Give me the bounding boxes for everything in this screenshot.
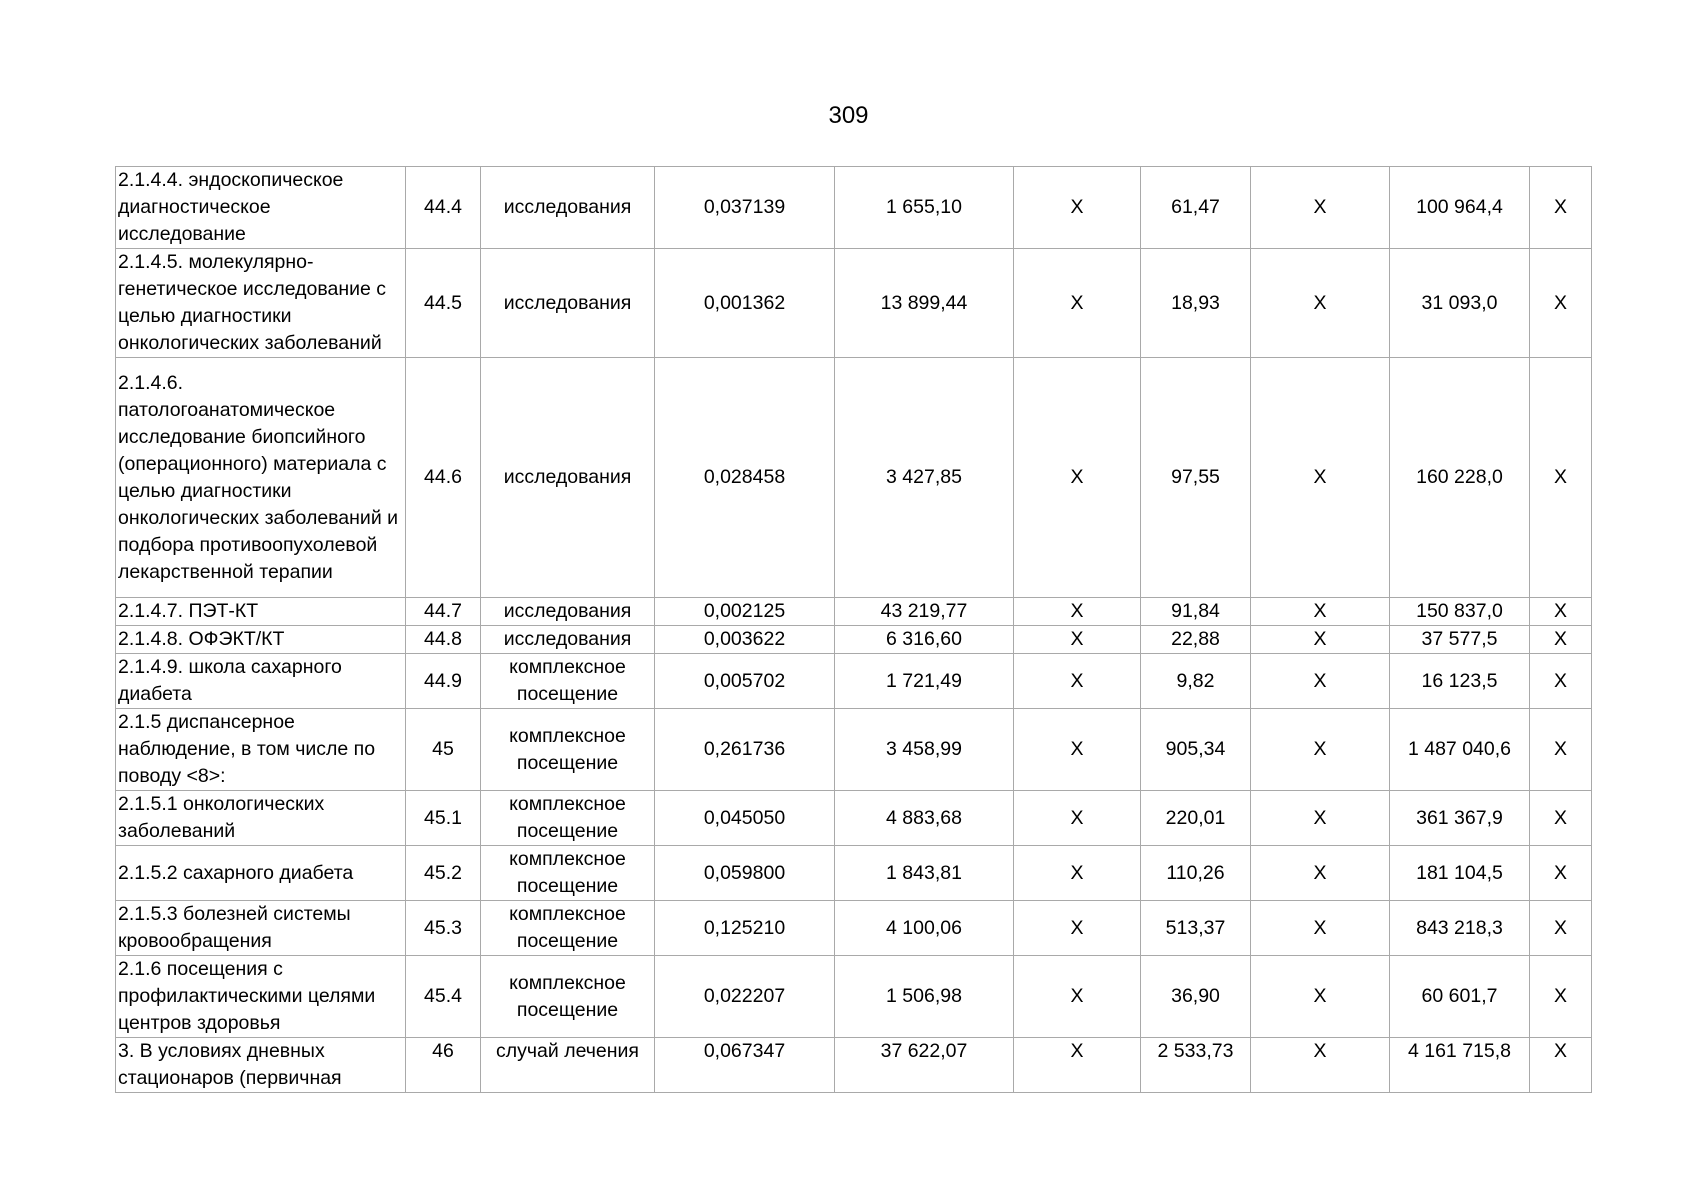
row-name-cell: 2.1.4.8. ОФЭКТ/КТ [116, 626, 406, 654]
row-col10-cell: X [1530, 791, 1592, 846]
row-code-cell: 44.9 [406, 654, 481, 709]
row-cost-cell: 43 219,77 [835, 598, 1014, 626]
row-unit-cell: комплексное посещение [481, 791, 655, 846]
table-row [116, 709, 1592, 791]
row-unit-cell: комплексное посещение [481, 901, 655, 956]
row-col6-cell: X [1014, 358, 1141, 598]
row-col10-cell: X [1530, 1038, 1592, 1093]
row-unit-cell: исследования [481, 249, 655, 358]
row-cost-cell: 1 506,98 [835, 956, 1014, 1038]
row-code-cell: 45.4 [406, 956, 481, 1038]
row-col7-cell: 97,55 [1141, 358, 1251, 598]
row-col10-cell: X [1530, 901, 1592, 956]
row-cost-cell: 3 458,99 [835, 709, 1014, 791]
row-unit-cell: комплексное посещение [481, 846, 655, 901]
table-row [116, 956, 1592, 1038]
row-col10-cell: X [1530, 846, 1592, 901]
row-name-cell: 3. В условиях дневных стационаров (первичная [116, 1038, 406, 1093]
row-name-cell: 2.1.6 посещения с профилактическими целями центров здоровья [116, 956, 406, 1038]
row-col9-cell: 16 123,5 [1390, 654, 1530, 709]
row-norm-cell: 0,067347 [655, 1038, 835, 1093]
row-unit-cell: исследования [481, 167, 655, 249]
row-norm-cell: 0,261736 [655, 709, 835, 791]
row-col7-cell: 110,26 [1141, 846, 1251, 901]
row-col8-cell: X [1251, 901, 1390, 956]
table-row [116, 901, 1592, 956]
row-col6-cell: X [1014, 846, 1141, 901]
row-cost-cell: 4 100,06 [835, 901, 1014, 956]
row-name-cell: 2.1.5.3 болезней системы кровообращения [116, 901, 406, 956]
row-name-cell: 2.1.5.2 сахарного диабета [116, 846, 406, 901]
row-norm-cell: 0,001362 [655, 249, 835, 358]
row-cost-cell: 1 843,81 [835, 846, 1014, 901]
row-cost-cell: 1 721,49 [835, 654, 1014, 709]
row-col6-cell: X [1014, 654, 1141, 709]
row-col9-cell: 31 093,0 [1390, 249, 1530, 358]
row-norm-cell: 0,059800 [655, 846, 835, 901]
row-cost-cell: 1 655,10 [835, 167, 1014, 249]
row-col7-cell: 2 533,73 [1141, 1038, 1251, 1093]
row-norm-cell: 0,037139 [655, 167, 835, 249]
row-col10-cell: X [1530, 709, 1592, 791]
row-col7-cell: 9,82 [1141, 654, 1251, 709]
data-table [115, 166, 1592, 1093]
row-code-cell: 45.1 [406, 791, 481, 846]
table-row [116, 654, 1592, 709]
row-norm-cell: 0,005702 [655, 654, 835, 709]
row-col7-cell: 905,34 [1141, 709, 1251, 791]
row-code-cell: 44.4 [406, 167, 481, 249]
row-unit-cell: комплексное посещение [481, 709, 655, 791]
row-col6-cell: X [1014, 249, 1141, 358]
row-col10-cell: X [1530, 598, 1592, 626]
row-col6-cell: X [1014, 167, 1141, 249]
row-name-cell: 2.1.4.7. ПЭТ-КТ [116, 598, 406, 626]
row-cost-cell: 4 883,68 [835, 791, 1014, 846]
row-col9-cell: 160 228,0 [1390, 358, 1530, 598]
row-norm-cell: 0,028458 [655, 358, 835, 598]
page-number: 309 [828, 102, 869, 129]
row-code-cell: 44.5 [406, 249, 481, 358]
row-col10-cell: X [1530, 358, 1592, 598]
row-norm-cell: 0,003622 [655, 626, 835, 654]
row-col7-cell: 513,37 [1141, 901, 1251, 956]
row-col6-cell: X [1014, 709, 1141, 791]
row-code-cell: 45 [406, 709, 481, 791]
row-norm-cell: 0,022207 [655, 956, 835, 1038]
row-col8-cell: X [1251, 956, 1390, 1038]
row-col9-cell: 37 577,5 [1390, 626, 1530, 654]
row-col8-cell: X [1251, 249, 1390, 358]
row-col10-cell: X [1530, 654, 1592, 709]
row-col8-cell: X [1251, 654, 1390, 709]
row-col9-cell: 100 964,4 [1390, 167, 1530, 249]
row-col6-cell: X [1014, 956, 1141, 1038]
row-col8-cell: X [1251, 846, 1390, 901]
row-unit-cell: исследования [481, 626, 655, 654]
row-code-cell: 44.6 [406, 358, 481, 598]
row-col6-cell: X [1014, 626, 1141, 654]
row-col9-cell: 4 161 715,8 [1390, 1038, 1530, 1093]
table-row [116, 358, 1592, 598]
row-code-cell: 44.8 [406, 626, 481, 654]
row-col7-cell: 18,93 [1141, 249, 1251, 358]
row-col8-cell: X [1251, 358, 1390, 598]
row-name-cell: 2.1.5.1 онкологических заболеваний [116, 791, 406, 846]
row-cost-cell: 13 899,44 [835, 249, 1014, 358]
table-row [116, 626, 1592, 654]
row-norm-cell: 0,002125 [655, 598, 835, 626]
row-col6-cell: X [1014, 1038, 1141, 1093]
row-unit-cell: исследования [481, 598, 655, 626]
table-row [116, 846, 1592, 901]
row-name-cell: 2.1.4.4. эндоскопическое диагностическое исследование [116, 167, 406, 249]
row-col10-cell: X [1530, 626, 1592, 654]
row-name-cell: 2.1.4.9. школа сахарного диабета [116, 654, 406, 709]
row-col7-cell: 61,47 [1141, 167, 1251, 249]
row-cost-cell: 3 427,85 [835, 358, 1014, 598]
row-col8-cell: X [1251, 598, 1390, 626]
table-row [116, 791, 1592, 846]
row-cost-cell: 37 622,07 [835, 1038, 1014, 1093]
row-col7-cell: 36,90 [1141, 956, 1251, 1038]
row-code-cell: 44.7 [406, 598, 481, 626]
row-unit-cell: случай лечения [481, 1038, 655, 1093]
row-col8-cell: X [1251, 167, 1390, 249]
row-col9-cell: 1 487 040,6 [1390, 709, 1530, 791]
row-col7-cell: 91,84 [1141, 598, 1251, 626]
row-col6-cell: X [1014, 791, 1141, 846]
row-code-cell: 45.2 [406, 846, 481, 901]
table-row [116, 598, 1592, 626]
row-cost-cell: 6 316,60 [835, 626, 1014, 654]
row-col8-cell: X [1251, 791, 1390, 846]
row-norm-cell: 0,125210 [655, 901, 835, 956]
table-row [116, 1038, 1592, 1093]
row-col8-cell: X [1251, 709, 1390, 791]
row-col9-cell: 150 837,0 [1390, 598, 1530, 626]
row-col10-cell: X [1530, 167, 1592, 249]
table-row [116, 167, 1592, 249]
row-norm-cell: 0,045050 [655, 791, 835, 846]
row-col9-cell: 843 218,3 [1390, 901, 1530, 956]
row-col8-cell: X [1251, 626, 1390, 654]
row-col10-cell: X [1530, 956, 1592, 1038]
row-code-cell: 45.3 [406, 901, 481, 956]
row-name-cell: 2.1.4.6. патологоанатомическое исследование биопсийного (операционного) материала с целью диагностики онкологических заболеваний и подбора противоопухолевой лекарственной терапии [116, 358, 406, 598]
row-col7-cell: 22,88 [1141, 626, 1251, 654]
row-col7-cell: 220,01 [1141, 791, 1251, 846]
table-row [116, 249, 1592, 358]
row-col9-cell: 361 367,9 [1390, 791, 1530, 846]
row-name-cell: 2.1.4.5. молекулярно-генетическое исследование с целью диагностики онкологических заболеваний [116, 249, 406, 358]
row-name-cell: 2.1.5 диспансерное наблюдение, в том числе по поводу <8>: [116, 709, 406, 791]
row-unit-cell: комплексное посещение [481, 956, 655, 1038]
row-code-cell: 46 [406, 1038, 481, 1093]
row-unit-cell: комплексное посещение [481, 654, 655, 709]
row-col8-cell: X [1251, 1038, 1390, 1093]
row-unit-cell: исследования [481, 358, 655, 598]
row-col9-cell: 181 104,5 [1390, 846, 1530, 901]
row-col9-cell: 60 601,7 [1390, 956, 1530, 1038]
row-col10-cell: X [1530, 249, 1592, 358]
row-col6-cell: X [1014, 901, 1141, 956]
row-col6-cell: X [1014, 598, 1141, 626]
